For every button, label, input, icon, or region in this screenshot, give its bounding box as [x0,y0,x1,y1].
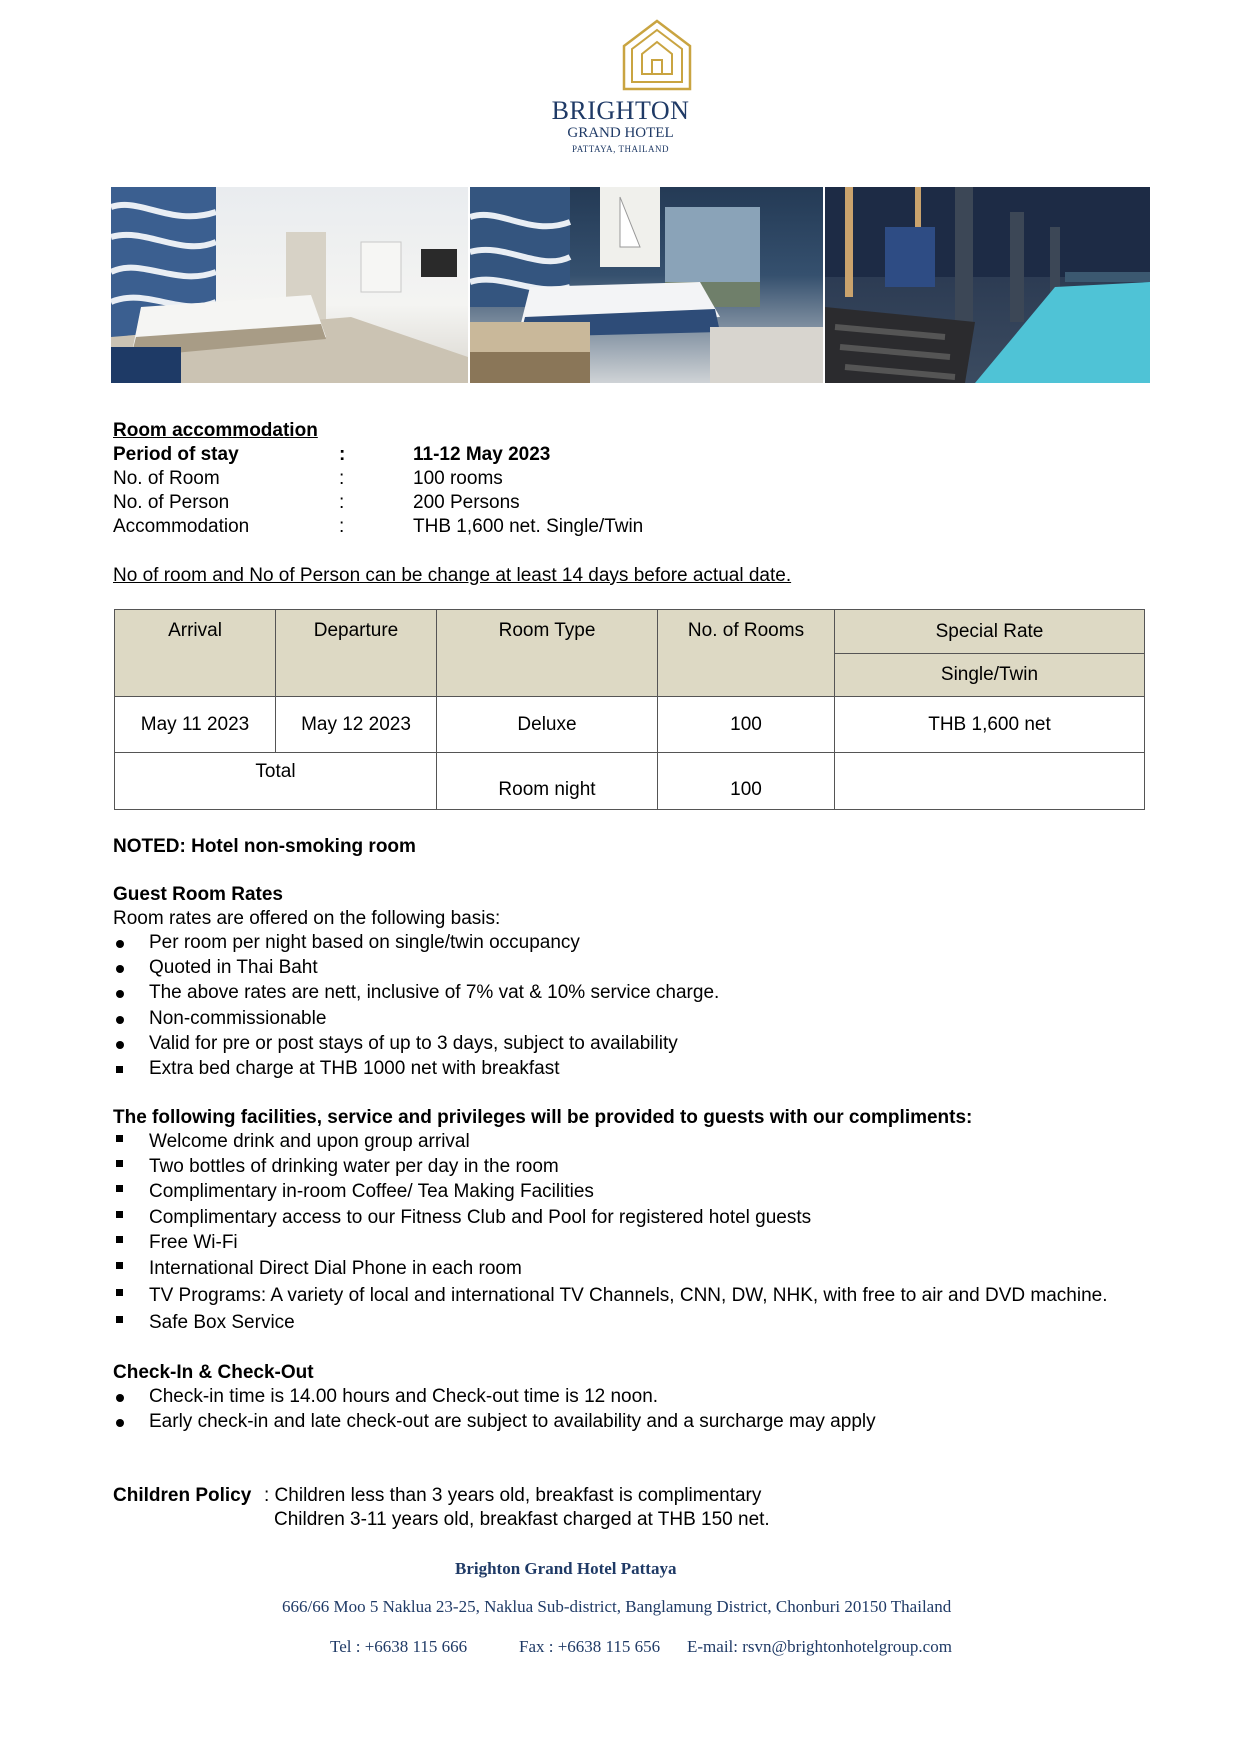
logo-hotel-subtitle: GRAND HOTEL [567,125,674,141]
brighton-logo-icon [619,18,695,92]
no-of-person-value: 200 Persons [413,492,520,513]
bullet-dot-icon [116,1419,124,1427]
bullet-dot-icon [116,1394,124,1402]
facility-item: Complimentary in-room Coffee/ Tea Making Facilities [149,1181,594,1202]
cell-special-rate: THB 1,600 net [835,697,1145,753]
bullet-dot-icon [116,990,124,998]
room-rate-table [114,609,1145,810]
bullet-square-icon [116,1316,123,1323]
accommodation-sep: : [339,516,345,537]
header-special-rate: Special Rate [835,610,1145,654]
children-policy-line1: : Children less than 3 years old, breakfast is complimentary [264,1485,762,1506]
bullet-square-icon [116,1160,123,1167]
checkin-heading: Check-In & Check-Out [113,1362,314,1383]
bullet-square-icon [116,1211,123,1218]
cell-arrival: May 11 2023 [115,697,276,753]
cell-total-type: Room night [437,753,658,810]
bullet-square-icon [116,1185,123,1192]
no-of-room-sep: : [339,468,345,489]
facility-item: Two bottles of drinking water per day in the room [149,1156,559,1177]
no-of-room-value: 100 rooms [413,468,503,489]
change-note: No of room and No of Person can be change at least 14 days before actual date. [113,565,792,586]
rates-intro: Room rates are offered on the following basis: [113,908,501,929]
cell-total-label: Total [115,753,437,810]
rates-item: The above rates are nett, inclusive of 7% vat & 10% service charge. [149,982,720,1003]
checkin-item: Early check-in and late check-out are subject to availability and a surcharge may apply [149,1411,876,1432]
cell-total-empty [835,753,1145,810]
bullet-square-icon [116,1236,123,1243]
accommodation-value: THB 1,600 net. Single/Twin [413,516,644,537]
bullet-dot-icon [116,940,124,948]
logo-hotel-name: BRIGHTON [551,96,690,125]
bullet-dot-icon [116,1016,124,1024]
bullet-dot-icon [116,965,124,973]
logo-hotel-location: PATTAYA, THAILAND [572,144,669,154]
header-arrival: Arrival [115,610,276,697]
no-of-person-label: No. of Person [113,492,230,513]
rates-item: Per room per night based on single/twin occupancy [149,932,580,953]
rates-item: Non-commissionable [149,1008,327,1029]
facilities-heading: The following facilities, service and privileges will be provided to guests with our compliments: [113,1107,973,1128]
header-departure: Departure [276,610,437,697]
period-of-stay-sep: : [339,444,346,465]
no-of-person-sep: : [339,492,345,513]
period-of-stay-label: Period of stay [113,444,239,465]
rates-item: Extra bed charge at THB 1000 net with breakfast [149,1058,560,1079]
cell-room-type: Deluxe [437,697,658,753]
bullet-square-icon [116,1289,123,1296]
footer-hotel-name: Brighton Grand Hotel Pattaya [455,1559,677,1578]
rates-item: Valid for pre or post stays of up to 3 days, subject to availability [149,1033,678,1054]
rooftop-pool-photo [825,187,1150,383]
footer-address: 666/66 Moo 5 Naklua 23-25, Naklua Sub-district, Banglamung District, Chonburi 20150 Thailand [282,1597,952,1616]
header-room-type: Room Type [437,610,658,697]
deluxe-room-photo [111,187,468,383]
noted-non-smoking: NOTED: Hotel non-smoking room [113,836,416,857]
bullet-square-icon [116,1135,123,1142]
rates-heading: Guest Room Rates [113,884,283,905]
accommodation-label: Accommodation [113,516,250,537]
facility-item: International Direct Dial Phone in each room [149,1258,522,1279]
bullet-dot-icon [116,1041,124,1049]
facility-item: Free Wi-Fi [149,1232,238,1253]
accommodation-heading: Room accommodation [113,420,318,441]
footer-tel: Tel : +6638 115 666 [330,1637,468,1656]
bullet-square-icon [116,1262,123,1269]
checkin-item: Check-in time is 14.00 hours and Check-out time is 12 noon. [149,1386,659,1407]
deluxe-twin-room-photo [470,187,823,383]
bullet-square-icon [116,1066,123,1073]
facility-item: TV Programs: A variety of local and international TV Channels, CNN, DW, NHK, with free to air and DVD machine. [149,1285,1108,1306]
children-policy-label: Children Policy [113,1485,252,1506]
cell-total-count: 100 [658,753,835,810]
rates-item: Quoted in Thai Baht [149,957,318,978]
no-of-room-label: No. of Room [113,468,220,489]
children-policy-line2: Children 3-11 years old, breakfast charged at THB 150 net. [274,1509,770,1530]
facility-item: Complimentary access to our Fitness Club and Pool for registered hotel guests [149,1207,812,1228]
facility-item: Safe Box Service [149,1312,295,1333]
cell-departure: May 12 2023 [276,697,437,753]
footer-fax: Fax : +6638 115 656 [519,1637,661,1656]
header-no-of-rooms: No. of Rooms [658,610,835,697]
period-of-stay-value: 11-12 May 2023 [413,444,551,465]
footer-email: E-mail: rsvn@brightonhotelgroup.com [687,1637,952,1656]
facility-item: Welcome drink and upon group arrival [149,1131,470,1152]
header-single-twin: Single/Twin [835,654,1145,697]
cell-no-of-rooms: 100 [658,697,835,753]
